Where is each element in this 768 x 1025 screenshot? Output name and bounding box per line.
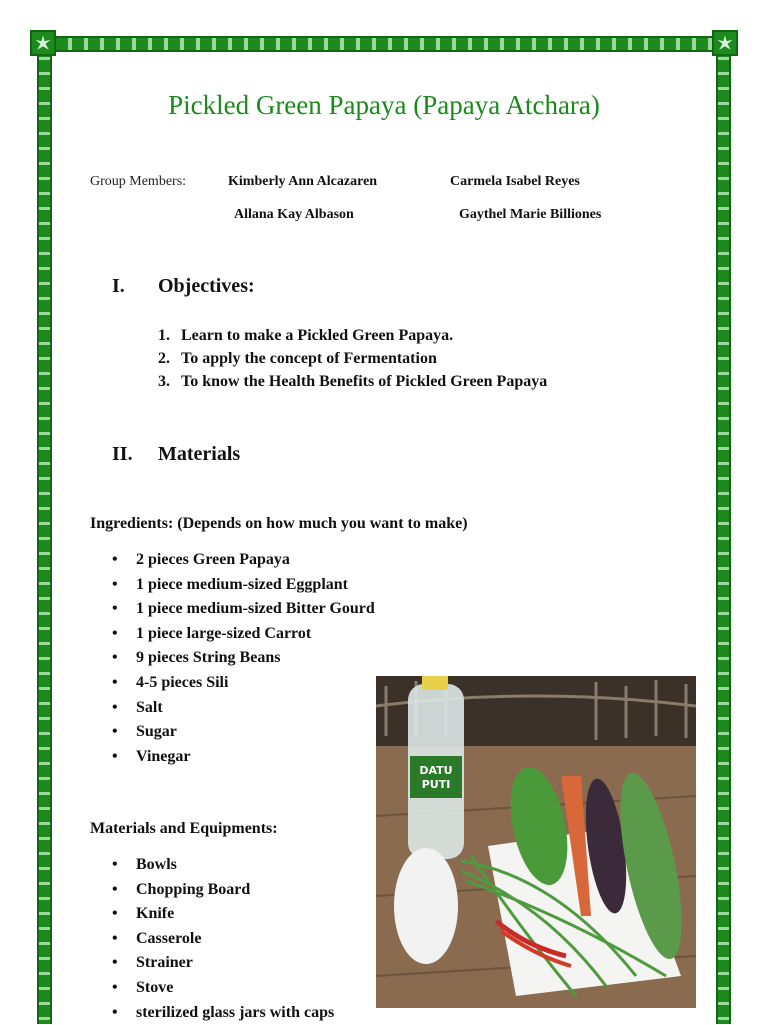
member-name: Carmela Isabel Reyes	[450, 174, 580, 189]
member-name: Kimberly Ann Alcazaren	[228, 174, 378, 189]
list-item: • Sugar	[112, 720, 375, 745]
list-item: 3. To know the Health Benefits of Pickled Green Papaya	[158, 373, 548, 390]
corner-ornament-icon	[712, 30, 738, 56]
page-border-right	[716, 36, 731, 1024]
list-item: • Salt	[112, 696, 375, 721]
section-title: Materials	[158, 443, 241, 465]
list-item: • 2 pieces Green Papaya	[112, 548, 375, 573]
ingredients-list	[112, 548, 375, 769]
ingredients-photo	[376, 676, 696, 1008]
section-title: Objectives:	[158, 275, 255, 297]
bottle-label-line-1: DATU	[419, 764, 453, 777]
list-item: 1. Learn to make a Pickled Green Papaya.	[158, 327, 454, 344]
list-item: • sterilized glass jars with caps	[112, 1001, 334, 1025]
ingredients-heading: Ingredients: (Depends on how much you want to make)	[90, 515, 468, 532]
bottle-label-line-2: PUTI	[421, 778, 451, 791]
list-item: • Strainer	[112, 951, 334, 976]
equipment-list	[112, 853, 334, 1025]
section-number: I.	[112, 275, 125, 297]
list-item: 2. To apply the concept of Fermentation	[158, 350, 437, 367]
equipment-heading: Materials and Equipments:	[90, 820, 278, 837]
list-item: • Knife	[112, 902, 334, 927]
page-title: Pickled Green Papaya (Papaya Atchara)	[168, 90, 600, 120]
page-border-left	[37, 36, 52, 1024]
page-border-top	[30, 36, 738, 52]
section-number: II.	[112, 443, 133, 465]
list-item: • 4-5 pieces Sili	[112, 671, 375, 696]
list-item: • 1 piece large-sized Carrot	[112, 622, 375, 647]
corner-ornament-icon	[30, 30, 56, 56]
list-item: • 9 pieces String Beans	[112, 646, 375, 671]
member-name: Allana Kay Albason	[234, 207, 354, 222]
list-item: • 1 piece medium-sized Bitter Gourd	[112, 597, 375, 622]
objectives-list	[158, 324, 547, 393]
list-item: • Stove	[112, 976, 334, 1001]
list-item: • Bowls	[112, 853, 334, 878]
list-item: • 1 piece medium-sized Eggplant	[112, 573, 375, 598]
group-members-label: Group Members:	[90, 174, 187, 189]
list-item: • Chopping Board	[112, 878, 334, 903]
list-item: • Vinegar	[112, 745, 375, 770]
list-item: • Casserole	[112, 927, 334, 952]
member-name: Gaythel Marie Billiones	[459, 207, 602, 222]
